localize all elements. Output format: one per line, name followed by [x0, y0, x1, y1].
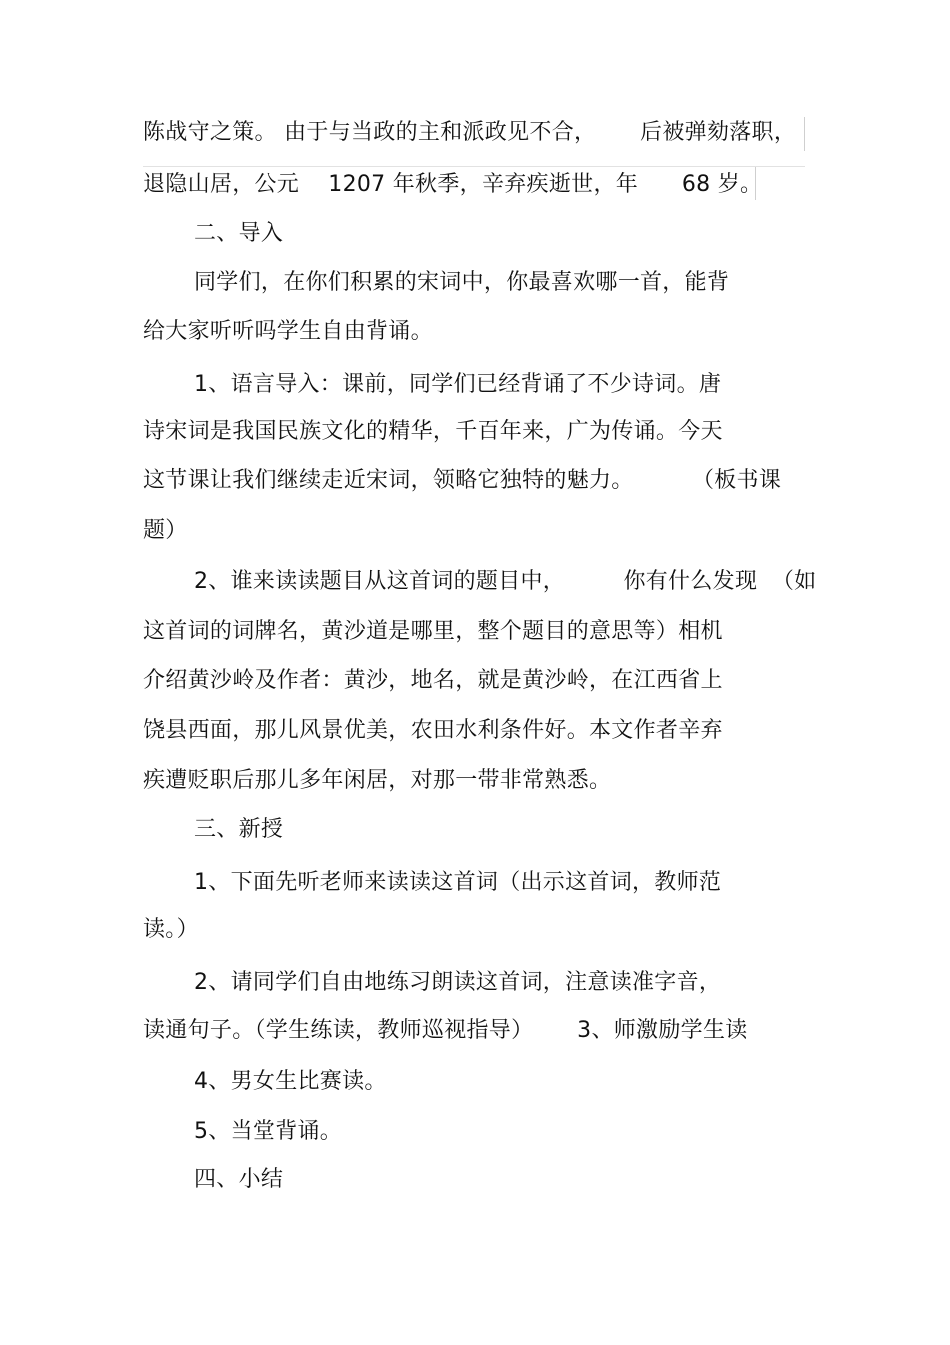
text-line: 这节课让我们继续走近宋词，领略它独特的魅力。 （板书课 [143, 468, 782, 493]
text-line: 1、下面先听老师来读读这首词（出示这首词，教师范 [194, 870, 722, 895]
text-line: 诗宋词是我国民族文化的精华，千百年来，广为传诵。今天 [143, 419, 723, 444]
text-line: 5、当堂背诵。 [194, 1119, 343, 1144]
text-line: 退隐山居，公元 1207 年秋季，辛弃疾逝世，年 68 岁。 [143, 172, 763, 197]
text-line: 介绍黄沙岭及作者：黄沙，地名，就是黄沙岭，在江西省上 [143, 668, 723, 693]
text-line: 2、谁来读读题目从这首词的题目中， 你有什么发现 （如 [194, 569, 817, 594]
text-line: 1、语言导入：课前，同学们已经背诵了不少诗词。唐 [194, 372, 722, 397]
text-line: 饶县西面，那儿风景优美，农田水利条件好。本文作者辛弃 [143, 718, 723, 743]
text-line: 给大家听听吗学生自由背诵。 [143, 319, 433, 344]
section-heading-intro: 二、导入 [194, 221, 284, 246]
text-line: 同学们，在你们积累的宋词中，你最喜欢哪一首，能背 [194, 270, 730, 295]
section-heading-new-lesson: 三、新授 [194, 817, 284, 842]
text-line: 陈战守之策。 由于与当政的主和派政见不合， 后被弹劾落职， [143, 120, 797, 145]
text-line: 4、男女生比赛读。 [194, 1069, 387, 1094]
text-line: 2、请同学们自由地练习朗读这首词，注意读准字音， [194, 970, 722, 995]
text-line: 疾遭贬职后那儿多年闲居，对那一带非常熟悉。 [143, 768, 612, 793]
table-border-bottom-1 [143, 166, 805, 167]
text-line: 题） [143, 518, 188, 543]
text-line: 这首词的词牌名，黄沙道是哪里，整个题目的意思等）相机 [143, 619, 723, 644]
text-line: 读。） [143, 917, 199, 942]
section-heading-summary: 四、小结 [194, 1167, 284, 1192]
table-border-right-1 [804, 117, 805, 151]
text-line: 读通句子。（学生练读，教师巡视指导） 3、师激励学生读 [143, 1018, 748, 1043]
